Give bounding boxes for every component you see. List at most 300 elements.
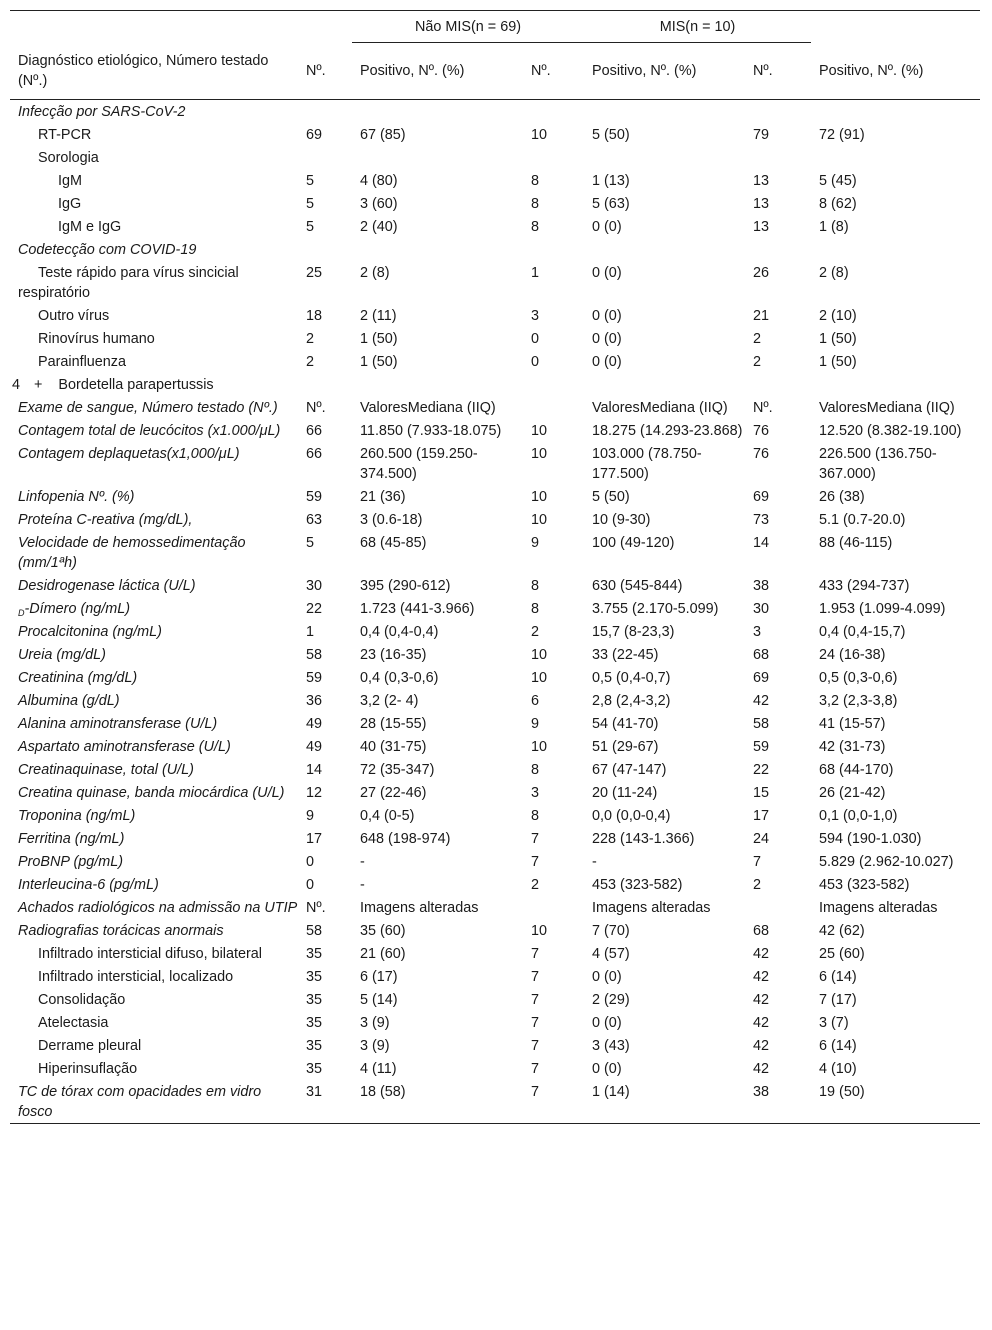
row-label: IgM e IgG [58, 218, 122, 235]
cell: 69 [753, 669, 770, 686]
cell: 9 [306, 807, 315, 824]
cell: 72 (35-347) [360, 761, 435, 778]
cell: 30 [753, 600, 770, 617]
cell [523, 146, 584, 169]
cell: 40 (31-75) [360, 738, 427, 755]
row-label: IgM [58, 172, 82, 189]
cell: 0 (0) [592, 218, 622, 235]
column-header-no: Nº. [745, 43, 811, 100]
row-label: Codetecção com COVID-19 [18, 241, 197, 258]
cell: 26 (38) [819, 488, 865, 505]
cell: 0,4 (0,3-0,6) [360, 669, 439, 686]
row-label: TC de tórax com opacidades em vidro fosco [10, 1080, 298, 1124]
cell: 35 [306, 968, 323, 985]
column-header-diagnostico: Diagnóstico etiológico, Número testado (Nº.) [10, 43, 298, 100]
cell: 10 [531, 511, 548, 528]
cell: 0 (0) [592, 330, 622, 347]
table-row [10, 942, 980, 965]
cell: 12 [306, 784, 323, 801]
cell: 1.953 (1.099-4.099) [819, 600, 946, 617]
cell: 22 [753, 761, 770, 778]
table-row [10, 1080, 980, 1124]
row-label: Achados radiológicos na admissão na UTIP [18, 899, 298, 916]
cell: 42 [753, 1060, 770, 1077]
bordetella-label: Bordetella parapertussis [58, 376, 214, 393]
row-label: Infiltrado intersticial, localizado [38, 968, 234, 985]
cell [523, 396, 584, 419]
cell: - [360, 853, 365, 870]
cell: 453 (323-582) [819, 876, 910, 893]
cell: 10 [531, 922, 548, 939]
cell: 73 [753, 511, 770, 528]
cell: 6 (14) [819, 968, 857, 985]
cell: 42 [753, 945, 770, 962]
row-label: Sorologia [38, 149, 99, 166]
cell: 7 [753, 853, 762, 870]
table-row [10, 919, 980, 942]
table-row [10, 620, 980, 643]
table-row [10, 1011, 980, 1034]
cell: 42 [753, 968, 770, 985]
cell: 20 (11-24) [592, 784, 658, 801]
row-label: Parainfluenza [38, 353, 127, 370]
table-row [10, 396, 980, 419]
row-label: RT-PCR [38, 126, 92, 143]
cell [811, 100, 980, 124]
bordetella-cell [10, 373, 980, 396]
table-row [10, 1034, 980, 1057]
cell: 0,5 (0,3-0,6) [819, 669, 898, 686]
cell: ValoresMediana (IIQ) [360, 399, 496, 416]
cell: 23 (16-35) [360, 646, 427, 663]
cell: 17 [753, 807, 770, 824]
cell [523, 100, 584, 124]
cell: 31 [298, 1080, 352, 1124]
cell: 72 (91) [819, 126, 865, 143]
cell: 18 (58) [352, 1080, 523, 1124]
cell: 0 (0) [592, 353, 622, 370]
cell: 24 [753, 830, 770, 847]
row-label: Outro vírus [38, 307, 110, 324]
cell: 9 [531, 534, 540, 551]
table-row [10, 442, 980, 485]
cell: 1 (8) [819, 218, 849, 235]
row-label: Contagem deplaquetas(x1,000/μL) [18, 445, 240, 462]
table-row [10, 531, 980, 574]
row-label: Ureia (mg/dL) [18, 646, 106, 663]
table-row [10, 261, 980, 304]
cell: 35 [306, 991, 323, 1008]
table-row [10, 735, 980, 758]
cell: 10 [531, 445, 548, 462]
cell: 2 [753, 353, 762, 370]
cell: 49 [306, 738, 323, 755]
bordetella-number: 4 [12, 376, 21, 393]
cell: 260.500 (159.250-374.500) [360, 445, 478, 482]
cell: 10 [531, 126, 548, 143]
cell: 3 (9) [360, 1014, 390, 1031]
cell: 8 [531, 761, 540, 778]
cell [298, 238, 352, 261]
cell: 10 [531, 669, 548, 686]
cell: 42 [753, 1037, 770, 1054]
cell [523, 896, 584, 919]
cell: 0,4 (0-5) [360, 807, 415, 824]
cell: 6 (14) [819, 1037, 857, 1054]
cell: 19 (50) [811, 1080, 980, 1124]
cell: 0 (0) [592, 1014, 622, 1031]
table-row [10, 712, 980, 735]
row-label: Procalcitonina (ng/mL) [18, 623, 162, 640]
cell: 2 (8) [360, 264, 390, 281]
cell: 0,4 (0,4-15,7) [819, 623, 906, 640]
cell: 24 (16-38) [819, 646, 886, 663]
row-label: Hiperinsuflação [38, 1060, 138, 1077]
cell: 0 (0) [592, 968, 622, 985]
table-row [10, 1057, 980, 1080]
cell: 1 [306, 623, 315, 640]
cell: 100 (49-120) [592, 534, 675, 551]
table-row [10, 485, 980, 508]
column-header-row [10, 43, 980, 100]
cell: 2,8 (2,4-3,2) [592, 692, 671, 709]
cell: 3,2 (2- 4) [360, 692, 419, 709]
group-header-nao-mis: Não MIS(n = 69) [352, 11, 584, 43]
cell: 2 (8) [819, 264, 849, 281]
cell: 69 [753, 488, 770, 505]
cell: 59 [753, 738, 770, 755]
cell: 2 [306, 330, 315, 347]
cell: 59 [306, 669, 323, 686]
table-row [10, 689, 980, 712]
cell: 5 [306, 218, 315, 235]
cell [352, 146, 523, 169]
cell: 18 [306, 307, 323, 324]
cell: ValoresMediana (IIQ) [819, 399, 955, 416]
cell: 33 (22-45) [592, 646, 659, 663]
cell: 76 [753, 422, 770, 439]
cell: 11.850 (7.933-18.075) [360, 422, 502, 439]
cell: 88 (46-115) [819, 534, 893, 551]
table-row [10, 827, 980, 850]
cell: 68 [753, 922, 770, 939]
cell: 1 (14) [584, 1080, 745, 1124]
cell: 26 (21-42) [819, 784, 886, 801]
cell: 42 [753, 991, 770, 1008]
row-label: Aspartato aminotransferase (U/L) [18, 738, 231, 755]
cell: 26 [753, 264, 770, 281]
cell: 42 [753, 1014, 770, 1031]
cell: 13 [753, 195, 770, 212]
cell: 49 [306, 715, 323, 732]
table-row [10, 146, 980, 169]
cell: 453 (323-582) [592, 876, 683, 893]
cell: 25 [306, 264, 323, 281]
row-label: Albumina (g/dL) [18, 692, 120, 709]
cell: 4 (11) [360, 1060, 397, 1077]
cell: 0,0 (0,0-0,4) [592, 807, 671, 824]
row-label: Creatinina (mg/dL) [18, 669, 138, 686]
cell: 2 [753, 876, 762, 893]
table-row [10, 758, 980, 781]
cell: 0 (0) [592, 307, 622, 324]
cell: 0,5 (0,4-0,7) [592, 669, 671, 686]
cell: 68 (44-170) [819, 761, 894, 778]
cell: 66 [306, 445, 323, 462]
cell: 42 [753, 692, 770, 709]
cell: 38 [753, 577, 770, 594]
cell: - [592, 853, 597, 870]
cell [811, 146, 980, 169]
d-dimero-label: -Dímero (ng/mL) [24, 600, 131, 617]
row-label: Velocidade de hemossedimentação (mm/1ªh) [18, 534, 246, 571]
cell: 12.520 (8.382-19.100) [819, 422, 962, 439]
cell: 6 (17) [360, 968, 398, 985]
cell: 10 [531, 422, 548, 439]
cell: 1 (50) [819, 330, 857, 347]
table-row [10, 100, 980, 124]
cell: 3,2 (2,3-3,8) [819, 692, 898, 709]
column-header-positivo: Positivo, Nº. (%) [811, 43, 980, 100]
cell: 7 [531, 830, 540, 847]
cell: 35 [306, 945, 323, 962]
cell: 8 [531, 195, 540, 212]
cell: 28 (15-55) [360, 715, 427, 732]
table-row [10, 896, 980, 919]
table-row [10, 192, 980, 215]
cell: 67 (85) [360, 126, 406, 143]
cell: 3 (43) [592, 1037, 630, 1054]
table-row [10, 123, 980, 146]
cell: 7 [531, 945, 540, 962]
cell: 5 (50) [592, 126, 630, 143]
cell: 3 [531, 307, 540, 324]
cell: 54 (41-70) [592, 715, 659, 732]
cell: 0 [306, 853, 315, 870]
cell: 2 (11) [360, 307, 397, 324]
cell: 21 (60) [360, 945, 406, 962]
row-label: ProBNP (pg/mL) [18, 853, 124, 870]
cell: 4 (57) [592, 945, 630, 962]
cell: 38 [745, 1080, 811, 1124]
row-label: Alanina aminotransferase (U/L) [18, 715, 218, 732]
row-label: Infiltrado intersticial difuso, bilateral [38, 945, 262, 962]
cell: 1 [531, 264, 540, 281]
cell: 228 (143-1.366) [592, 830, 695, 847]
cell: 21 (36) [360, 488, 406, 505]
cell: 25 (60) [819, 945, 865, 962]
cell: ValoresMediana (IIQ) [592, 399, 728, 416]
cell: 7 [531, 991, 540, 1008]
cell [298, 100, 352, 124]
row-label: Creatina quinase, banda miocárdica (U/L) [18, 784, 285, 801]
column-header-no: Nº. [523, 43, 584, 100]
row-label: Creatinaquinase, total (U/L) [18, 761, 194, 778]
cell: 30 [306, 577, 323, 594]
row-label: Atelectasia [38, 1014, 109, 1031]
row-label: Derrame pleural [38, 1037, 142, 1054]
cell: 22 [306, 600, 323, 617]
cell: 0 [306, 876, 315, 893]
column-header-positivo: Positivo, Nº. (%) [584, 43, 745, 100]
table-row [10, 304, 980, 327]
cell: 21 [753, 307, 770, 324]
cell: 58 [306, 646, 323, 663]
cell: 4 (10) [819, 1060, 857, 1077]
cell: 2 (10) [819, 307, 857, 324]
cell: 58 [753, 715, 770, 732]
cell [745, 146, 811, 169]
cell: 8 [531, 218, 540, 235]
cell: 630 (545-844) [592, 577, 683, 594]
cell [584, 238, 745, 261]
cell: 2 [306, 353, 315, 370]
row-label: Interleucina-6 (pg/mL) [18, 876, 159, 893]
cell [523, 238, 584, 261]
cell: 1 (50) [360, 330, 398, 347]
cell: 51 (29-67) [592, 738, 659, 755]
cell: 14 [306, 761, 323, 778]
row-label: Teste rápido para vírus sincicial respiratório [18, 264, 239, 301]
cell: 5 [306, 172, 315, 189]
row-label: Exame de sangue, Número testado (Nº.) [18, 399, 278, 416]
cell: 8 [531, 577, 540, 594]
row-label: Troponina (ng/mL) [18, 807, 136, 824]
cell: 0,4 (0,4-0,4) [360, 623, 439, 640]
cell: 67 (47-147) [592, 761, 667, 778]
cell: 36 [306, 692, 323, 709]
row-label: Consolidação [38, 991, 126, 1008]
cell: Imagens alteradas [592, 899, 711, 916]
cell: 68 (45-85) [360, 534, 427, 551]
cell: 5 [306, 195, 315, 212]
row-label: Linfopenia Nº. (%) [18, 488, 135, 505]
table-row [10, 169, 980, 192]
cell: 5.829 (2.962-10.027) [819, 853, 954, 870]
cell: 5 (50) [592, 488, 630, 505]
row-label: IgG [58, 195, 82, 212]
cell: 4 (80) [360, 172, 398, 189]
cell: 3 [753, 623, 762, 640]
cell: 79 [753, 126, 770, 143]
cell: 5 (14) [360, 991, 398, 1008]
cell: Nº. [306, 899, 326, 916]
cell: 594 (190-1.030) [819, 830, 922, 847]
cell: 7 [531, 1014, 540, 1031]
cell: 8 [531, 807, 540, 824]
column-header-positivo: Positivo, Nº. (%) [352, 43, 523, 100]
cell: 0 [531, 353, 540, 370]
cell: 5 (63) [592, 195, 630, 212]
cell: 8 [531, 600, 540, 617]
cell [584, 100, 745, 124]
cell: 103.000 (78.750-177.500) [592, 445, 702, 482]
cell: 68 [753, 646, 770, 663]
cell: 41 (15-57) [819, 715, 886, 732]
cell: 8 (62) [819, 195, 857, 212]
cell [352, 100, 523, 124]
cell: 0 (0) [592, 264, 622, 281]
cell: 66 [306, 422, 323, 439]
table-row [10, 327, 980, 350]
cell: 3.755 (2.170-5.099) [592, 600, 719, 617]
cell [745, 896, 811, 919]
table-row [10, 419, 980, 442]
cell: Imagens alteradas [819, 899, 938, 916]
cell: 226.500 (136.750-367.000) [819, 445, 937, 482]
cell: 0 (0) [592, 1060, 622, 1077]
cell: 35 [306, 1060, 323, 1077]
cell: 14 [753, 534, 770, 551]
cell: 35 (60) [360, 922, 406, 939]
results-table-container [10, 10, 980, 1124]
cell: 2 [531, 623, 540, 640]
cell: 3 (60) [360, 195, 398, 212]
cell: Nº. [753, 399, 773, 416]
column-header-no: Nº. [298, 43, 352, 100]
cell [298, 146, 352, 169]
cell: 27 (22-46) [360, 784, 427, 801]
row-label: Desidrogenase láctica (U/L) [18, 577, 196, 594]
row-label: Radiografias torácicas anormais [18, 922, 224, 939]
cell: 3 (9) [360, 1037, 390, 1054]
table-row [10, 643, 980, 666]
row-label: Proteína C-reativa (mg/dL), [18, 511, 193, 528]
cell: 15,7 (8-23,3) [592, 623, 675, 640]
cell: 2 (40) [360, 218, 398, 235]
table-row [10, 350, 980, 373]
cell: Nº. [306, 399, 326, 416]
cell: 1 (13) [592, 172, 630, 189]
cell: 3 (7) [819, 1014, 849, 1031]
cell: 10 [531, 488, 548, 505]
cell: 2 [753, 330, 762, 347]
plus-sign: + [34, 376, 43, 393]
table-row [10, 666, 980, 689]
cell: 648 (198-974) [360, 830, 451, 847]
cell: 10 (9-30) [592, 511, 651, 528]
row-label: Contagem total de leucócitos (x1.000/μL) [18, 422, 281, 439]
cell: 35 [306, 1014, 323, 1031]
cell: 7 [531, 853, 540, 870]
cell: Imagens alteradas [360, 899, 479, 916]
cell: 2 [531, 876, 540, 893]
cell: - [360, 876, 365, 893]
table-row [10, 508, 980, 531]
cell: 395 (290-612) [360, 577, 451, 594]
cell: 5 [306, 534, 315, 551]
cell: 2 (29) [592, 991, 630, 1008]
cell: 15 [753, 784, 770, 801]
table-row [10, 873, 980, 896]
cell: 0,1 (0,0-1,0) [819, 807, 898, 824]
results-table [10, 10, 980, 1124]
table-row [10, 965, 980, 988]
cell: 0 [531, 330, 540, 347]
cell: 13 [753, 172, 770, 189]
row-label: Rinovírus humano [38, 330, 155, 347]
table-row [10, 988, 980, 1011]
cell: 58 [306, 922, 323, 939]
cell: 7 [523, 1080, 584, 1124]
table-row [10, 215, 980, 238]
cell: 42 (62) [819, 922, 865, 939]
table-row [10, 574, 980, 597]
cell: 3 (0.6-18) [360, 511, 423, 528]
cell: 1.723 (441-3.966) [360, 600, 475, 617]
cell: 7 [531, 1060, 540, 1077]
cell [584, 146, 745, 169]
